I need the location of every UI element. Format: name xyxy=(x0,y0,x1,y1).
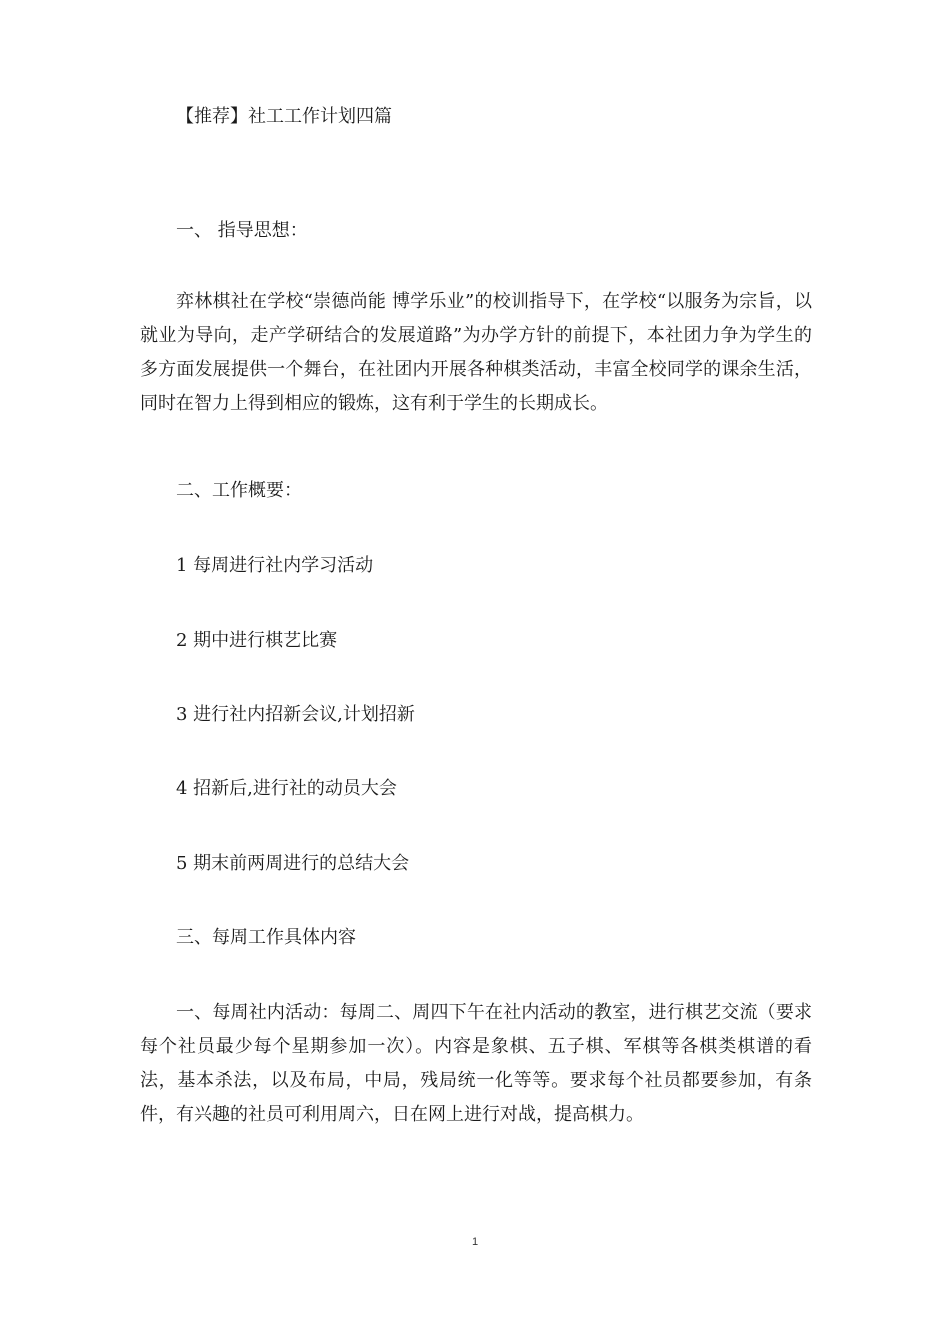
paragraph-weekly-work: 一、每周社内活动：每周二、周四下午在社内活动的教室，进行棋艺交流（要求每个社员最少每个星期参加一次）。内容是象棋、五子棋、军棋等各棋类棋谱的看法，基本杀法，以及布局，中局，残局统一化等等。要求每个社员都要参加，有条件，有兴趣的社员可利用周六，日在网上进行对战，提高棋力。 xyxy=(140,1002,812,1125)
document-title: 【推荐】社工工作计划四篇 xyxy=(176,106,392,127)
overview-item: 3 进行社内招新会议,计划招新 xyxy=(176,704,415,725)
overview-item: 4 招新后,进行社的动员大会 xyxy=(176,778,397,799)
overview-item: 5 期末前两周进行的总结大会 xyxy=(176,853,410,874)
section-heading-guiding-thought: 一、 指导思想： xyxy=(176,220,308,241)
section-heading-work-overview: 二、工作概要： xyxy=(176,480,302,501)
overview-item: 1 每周进行社内学习活动 xyxy=(176,555,374,576)
overview-item: 2 期中进行棋艺比赛 xyxy=(176,630,338,651)
page-number: 1 xyxy=(471,1236,479,1248)
paragraph-guiding-thought: 弈林棋社在学校“崇德尚能 博学乐业”的校训指导下，在学校“以服务为宗旨，以就业为导向，走产学研结合的发展道路”为办学方针的前提下，本社团力争为学生的多方面发展提供一个舞台，在社团内开展各种棋类活动，丰富全校同学的课余生活，同时在智力上得到相应的锻炼，这有利于学生的长期成长。 xyxy=(140,291,812,414)
section-heading-weekly-work: 三、每周工作具体内容 xyxy=(176,927,356,948)
